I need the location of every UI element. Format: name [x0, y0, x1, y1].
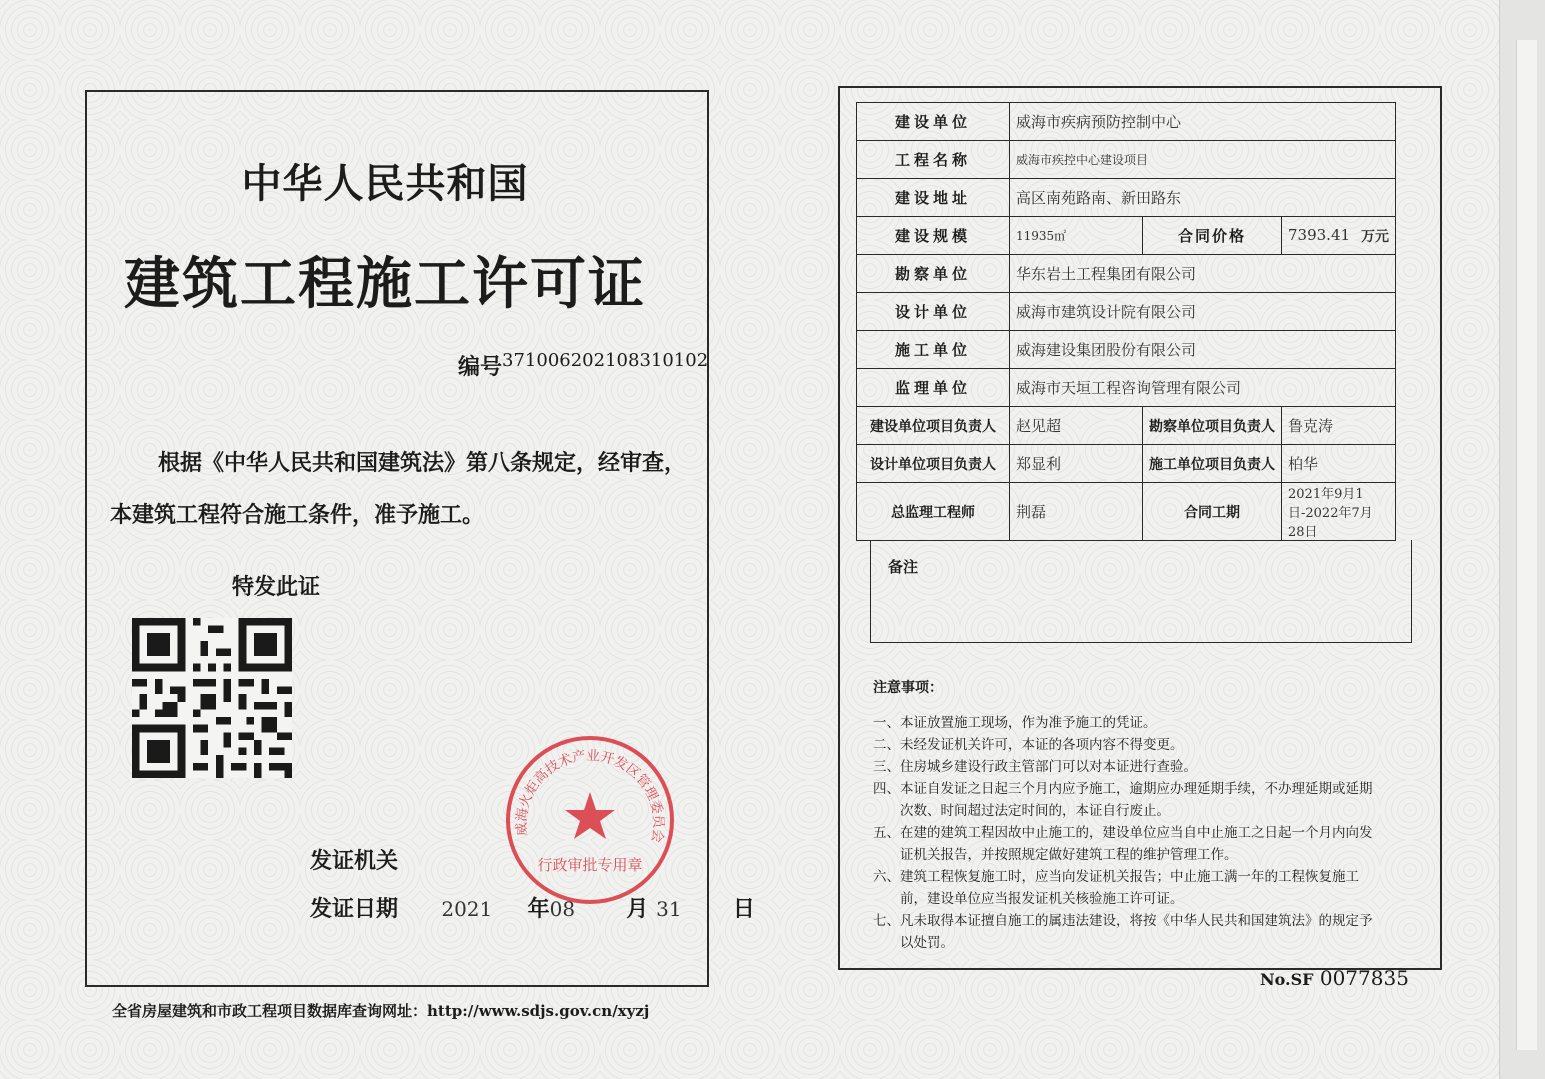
table-row — [857, 293, 1396, 331]
notes-list — [873, 712, 1433, 954]
owner-pm-value: 赵见超 — [1010, 407, 1143, 445]
list-item: 证机关报告，并按照规定做好建筑工程的维护管理工作。 — [873, 847, 1238, 863]
table-row — [857, 445, 1396, 483]
survey-pm-value: 鲁克涛 — [1282, 407, 1396, 445]
list-item: 以处罚。 — [873, 935, 954, 951]
price-value: 7393.41 — [1288, 225, 1351, 244]
table-row — [857, 179, 1396, 217]
supervise-label: 监理单位 — [857, 369, 1010, 407]
list-item: 次数、时间超过法定时间的，本证自行废止。 — [873, 803, 1170, 819]
list-item: 前，建设单位应当报发证机关核验施工许可证。 — [873, 891, 1184, 907]
list-item: 五、在建的建筑工程因故中止施工的，建设单位应当自中止施工之日起一个月内向发 — [873, 825, 1373, 841]
period-label: 合同工期 — [1143, 483, 1282, 541]
list-item: 四、本证自发证之日起三个月内应予施工，逾期应办理延期手续，不办理延期或延期 — [873, 781, 1373, 797]
date-label: 发证日期 — [310, 896, 399, 922]
certificate-number — [458, 350, 708, 381]
design-label: 设计单位 — [857, 293, 1010, 331]
owner-pm-label: 建设单位项目负责人 — [857, 407, 1010, 445]
page-edge-inner — [1516, 40, 1537, 1050]
address-value: 高区南苑路南、新田路东 — [1010, 179, 1396, 217]
official-seal — [500, 730, 680, 910]
project-label: 工程名称 — [857, 141, 1010, 179]
serial-prefix: No.SF — [1260, 970, 1314, 989]
serial-number — [1260, 966, 1409, 990]
project-value: 威海市疾控中心建设项目 — [1010, 141, 1396, 179]
seal-arc-text: 威海火炬高技术产业开发区管理委员会 — [513, 747, 667, 844]
number-value: 371006202108310102 — [502, 350, 709, 371]
body-text-line2: 本建筑工程符合施工条件，准予施工。 — [110, 502, 485, 528]
list-item: 一、本证放置施工现场，作为准予施工的凭证。 — [873, 715, 1157, 731]
date-month: 08 — [549, 897, 576, 921]
construct-pm-value: 柏华 — [1282, 445, 1396, 483]
chief-label: 总监理工程师 — [857, 483, 1010, 541]
table-row — [857, 369, 1396, 407]
price-label: 合同价格 — [1143, 217, 1282, 255]
scale-label: 建设规模 — [857, 217, 1010, 255]
list-item: 六、建筑工程恢复施工时，应当向发证机关报告；中止施工满一年的工程恢复施工 — [873, 869, 1359, 885]
special-issue-text: 特发此证 — [232, 574, 321, 600]
table-row — [857, 407, 1396, 445]
date-day: 31 — [656, 897, 682, 921]
supervise-value: 威海市天垣工程咨询管理有限公司 — [1010, 369, 1396, 407]
project-info-table — [856, 102, 1396, 541]
chief-value: 荆磊 — [1010, 483, 1143, 541]
owner-label: 建设单位 — [857, 103, 1010, 141]
price-unit: 万元 — [1361, 228, 1389, 245]
issuer-label: 发证机关 — [310, 848, 399, 874]
owner-value: 威海市疾病预防控制中心 — [1010, 103, 1396, 141]
table-row — [857, 103, 1396, 141]
address-label: 建设地址 — [857, 179, 1010, 217]
number-label: 编号 — [458, 354, 503, 380]
issue-date — [310, 892, 755, 923]
list-item: 三、住房城乡建设行政主管部门可以对本证进行查验。 — [873, 759, 1197, 775]
title-country: 中华人民共和国 — [241, 160, 529, 207]
footer-query-url: 全省房屋建筑和市政工程项目数据库查询网址：http://www.sdjs.gov.cn/xyzj — [112, 1002, 650, 1020]
date-month-unit: 月 — [626, 896, 649, 922]
construct-label: 施工单位 — [857, 331, 1010, 369]
qr-code — [128, 618, 296, 778]
construct-value: 威海建设集团股份有限公司 — [1010, 331, 1396, 369]
scale-value: 11935㎡ — [1010, 217, 1143, 255]
seal-bottom-text: 行政审批专用章 — [537, 856, 643, 874]
design-pm-value: 郑显利 — [1010, 445, 1143, 483]
table-row — [857, 331, 1396, 369]
construct-pm-label: 施工单位项目负责人 — [1143, 445, 1282, 483]
table-row — [857, 255, 1396, 293]
date-day-unit: 日 — [732, 896, 755, 922]
design-pm-label: 设计单位项目负责人 — [857, 445, 1010, 483]
date-year: 2021 — [441, 897, 493, 921]
remark-box — [870, 540, 1412, 643]
list-item: 七、凡未取得本证擅自施工的属违法建设，将按《中华人民共和国建筑法》的规定予 — [873, 913, 1373, 929]
notes-title: 注意事项： — [873, 680, 943, 696]
body-text-line1: 根据《中华人民共和国建筑法》第八条规定，经审查， — [158, 450, 687, 476]
remark-label: 备注 — [888, 558, 919, 576]
survey-value: 华东岩土工程集团有限公司 — [1010, 255, 1396, 293]
survey-label: 勘察单位 — [857, 255, 1010, 293]
title-permit: 建筑工程施工许可证 — [124, 251, 646, 317]
table-row — [857, 141, 1396, 179]
period-value: 2021年9月1日-2022年7月28日 — [1282, 483, 1396, 541]
table-row — [857, 217, 1396, 255]
design-value: 威海市建筑设计院有限公司 — [1010, 293, 1396, 331]
date-year-unit: 年 — [527, 896, 550, 922]
serial-value: 0077835 — [1319, 966, 1409, 990]
list-item: 二、未经发证机关许可，本证的各项内容不得变更。 — [873, 737, 1184, 753]
price-cell — [1282, 217, 1396, 255]
survey-pm-label: 勘察单位项目负责人 — [1143, 407, 1282, 445]
table-row — [857, 483, 1396, 541]
